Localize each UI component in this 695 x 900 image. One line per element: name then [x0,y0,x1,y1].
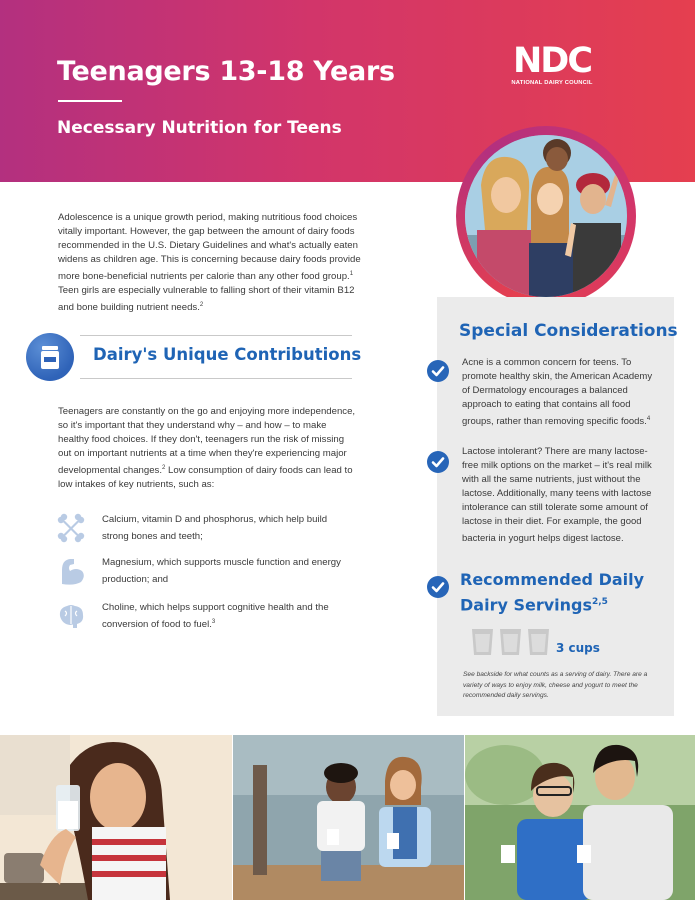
title-divider [58,100,122,102]
logo-name: NATIONAL DAIRY COUNCIL [511,80,593,86]
recommended-ref: 2,5 [592,597,608,607]
serving-note: See backside for what counts as a serving of dairy. There are a variety of ways to enjoy milk, cheese and yogurt to meet the recommended daily servings. [463,671,648,699]
consideration-item [462,445,662,546]
check-icon [427,576,449,598]
intro-ref-2: 2 [199,302,204,309]
dairy-body-text: Teenagers are constantly on the go and enjoying more independence, so it's important that they understand why – and how – to make healthy food choices. If they don't, teenagers run the risk of missing out on important nutrients at a time when they're experiencing major developmental changes. [58,406,356,477]
page-subtitle: Necessary Nutrition for Teens [57,118,342,138]
nutrient-item [56,513,346,543]
intro-paragraph [58,211,370,315]
check-icon [427,451,449,473]
consideration-item [462,356,662,429]
intro-text-2: Teen girls are especially vulnerable to falling short of their vitamin B12 and bone building nutrient needs. [58,285,355,314]
cup-icon [527,628,550,656]
nutrient-ref: 3 [211,619,216,625]
check-mark [427,360,449,382]
two-girls-illustration [233,735,464,900]
intro-ref-1: 1 [349,271,354,277]
nutrient-text: Calcium, vitamin D and phosphorus, which help build strong bones and teeth; [102,514,328,543]
section-rule-top [80,335,352,336]
muscle-icon [56,556,86,586]
brain-icon [56,601,86,631]
section-rule-bottom [80,378,352,379]
consideration-ref: 4 [646,416,651,422]
milk-jar-icon [26,333,74,381]
dairy-body-ref: 2 [162,465,166,471]
photo-teen-girls-milk [233,735,464,900]
teens-group-illustration [465,135,627,297]
special-considerations-title: Special Considerations [459,321,678,341]
check-icon [427,360,449,382]
cups-label: 3 cups [556,641,600,655]
hero-teens-photo [465,135,627,297]
intro-text: Adolescence is a unique growth period, making nutritious food choices vitally important. However, the gap between the amount of dairy foods recommended in the U.S. Dietary Guidelines and what's actually eaten widens as children age. This is concerning because dairy foods provide more bone-beneficial nutrients per calorie than any other food group. [58,212,361,283]
page-title: Teenagers 13-18 Years [57,56,395,87]
bone-icon [56,513,86,543]
ndc-logo [500,43,604,86]
recommended-servings-title [460,569,660,616]
recommended-title-text: Recommended Daily Dairy Servings [460,570,645,615]
photo-teen-boys-milk [465,735,695,900]
milk-jar-badge [26,333,74,381]
check-mark [427,451,449,473]
two-boys-illustration [465,735,695,900]
section-title-dairy: Dairy's Unique Contributions [93,345,362,364]
cup-icon [499,628,522,656]
nutrient-text: Magnesium, which supports muscle function and energy production; and [102,557,341,586]
nutrient-text: Choline, which helps support cognitive health and the conversion of food to fuel. [102,602,329,631]
check-mark [427,576,449,598]
photo-girl-drinking-milk [0,735,232,900]
girl-drinking-illustration [0,735,232,900]
consideration-text: Acne is a common concern for teens. To promote healthy skin, the American Academy of Dermatology encourages a balanced approach to eating that contains all food groups, rather than removing specific foods. [462,357,653,428]
dairy-body [58,405,358,492]
cup-icon [471,628,494,656]
dairy-body-text-2: Low consumption of dairy foods can lead to low intakes of key nutrients, such as: [58,465,353,491]
nutrient-item [56,601,346,631]
consideration-text: Lactose intolerant? There are many lactose-free milk options on the market – it's real milk with all the same nutrients, just without the lactose. Additionally, many teens with lactose intolerance can still tolerate some amount of lactose in their diet. For example, the good bacteria in yogurt helps digest lactose. [462,446,652,545]
nutrient-item [56,556,346,586]
logo-mark: NDC [512,41,592,81]
